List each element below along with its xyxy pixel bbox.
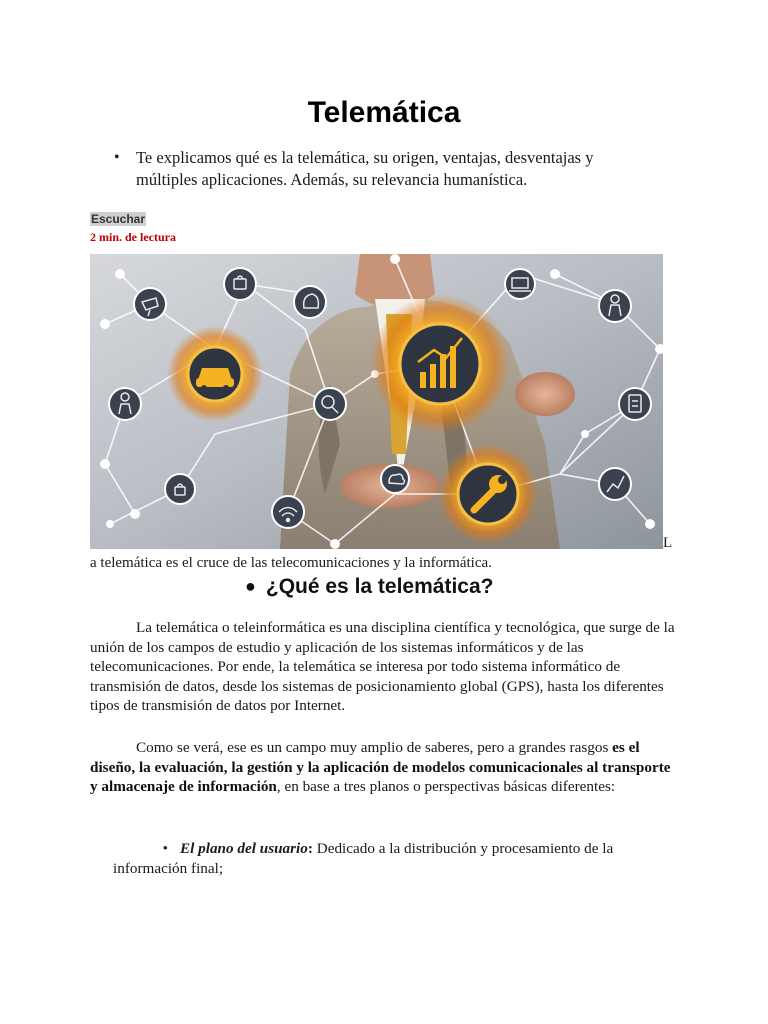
listen-button[interactable]: Escuchar [91, 212, 146, 226]
plane-label: El plano del usuario [180, 840, 308, 857]
paragraph-2-start: Como se verá, ese es un campo muy amplio de saberes, pero a grandes rasgos [136, 739, 613, 756]
clipboard-icon [619, 388, 651, 420]
plane-bullet: • [162, 840, 168, 857]
car-icon [167, 326, 263, 422]
section-heading [245, 575, 493, 599]
paragraph-1 [90, 618, 680, 716]
wrench-icon [438, 444, 538, 544]
trend-chart-icon [599, 468, 631, 500]
read-time: 2 min. de lectura [90, 230, 176, 244]
magnifier-icon [314, 388, 346, 420]
paragraph-2-bold: es el diseño, la evaluación, la gestión y la aplicación de modelos comunicacionales al transporte y almacenaje de información [90, 739, 671, 796]
paragraph-1-text: La telemática o teleinformática es una disciplina científica y tecnológica, que surge de la unión de los campos de estudio y aplicación de los sistemas informáticos y de las telecomunicaciones. Por ende, la telemática se interesa por todo sistema informático de transmisión de datos, desde los sistemas de posicionamiento global (GPS), hasta los diferentes tipos de transmisión de datos por Internet. [90, 619, 675, 715]
cctv-camera-icon [134, 288, 166, 320]
page-title: Telemática [307, 96, 461, 129]
laptop-icon [505, 269, 535, 299]
plane-colon: : [307, 840, 313, 857]
plane-text: Dedicado a la distribución y procesamiento de la información final; [113, 840, 614, 877]
intro-bullet: • Te explicamos qué es la telemática, su origen, ventajas, desventajas y múltiples aplicaciones. Además, su relevancia humanística. [112, 147, 652, 191]
paragraph-2-end: , en base a tres planos o perspectivas básicas diferentes: [276, 778, 616, 796]
plane-item [113, 839, 673, 879]
caption-initial-letter: L [663, 535, 673, 551]
hero-image [90, 254, 663, 549]
section-heading-text: ¿Qué es la telemática? [265, 575, 494, 598]
image-caption: a telemática es el cruce de las telecomunicaciones y la informática. [90, 555, 492, 571]
paragraph-2 [90, 738, 680, 797]
bar-chart-icon [370, 294, 510, 434]
lock-icon [224, 268, 256, 300]
padlock-icon [165, 474, 195, 504]
wifi-icon [272, 496, 304, 528]
brain-icon [294, 286, 326, 318]
heading-bullet: ● [245, 576, 256, 596]
intro-list [112, 147, 652, 191]
cloud-lock-icon [381, 465, 409, 493]
